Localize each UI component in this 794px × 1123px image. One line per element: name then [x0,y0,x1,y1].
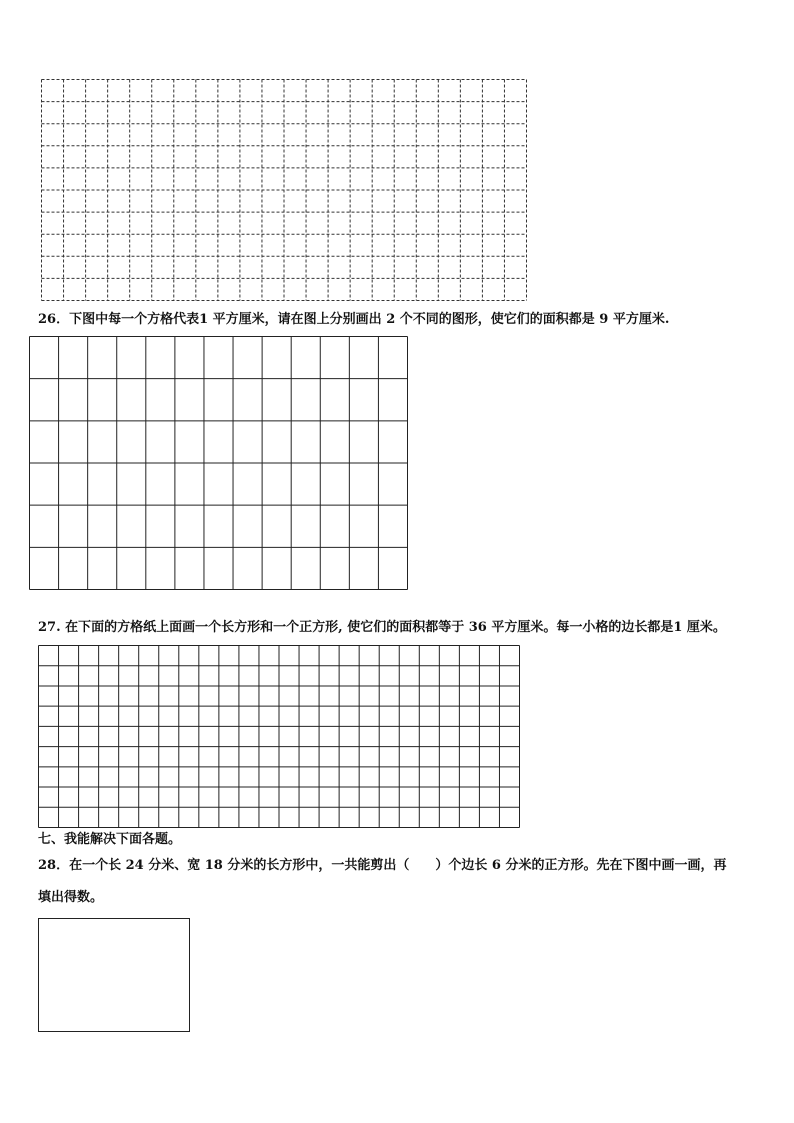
square-grid-q26[interactable] [29,336,408,590]
section-7-title: 七、我能解决下面各题。 [38,832,182,847]
square-grid-q27[interactable] [38,645,520,828]
rectangle-drawing-area-q28[interactable] [38,918,190,1032]
question-28-text-line1: 28．在一个长 24 分米、宽 18 分米的长方形中，一共能剪出（ ）个边长 6 分米的正方形。先在下图中画一画，再 [38,858,727,873]
question-28-text-line2: 填出得数。 [38,890,104,905]
dashed-grid-top [41,79,527,301]
question-27-text: 27. 在下面的方格纸上面画一个长方形和一个正方形, 使它们的面积都等于 36 平方厘米。每一小格的边长都是1 厘米。 [38,620,726,635]
question-26-text: 26．下图中每一个方格代表1 平方厘米，请在图上分别画出 2 个不同的图形，使它们的面积都是 9 平方厘米. [38,312,670,327]
